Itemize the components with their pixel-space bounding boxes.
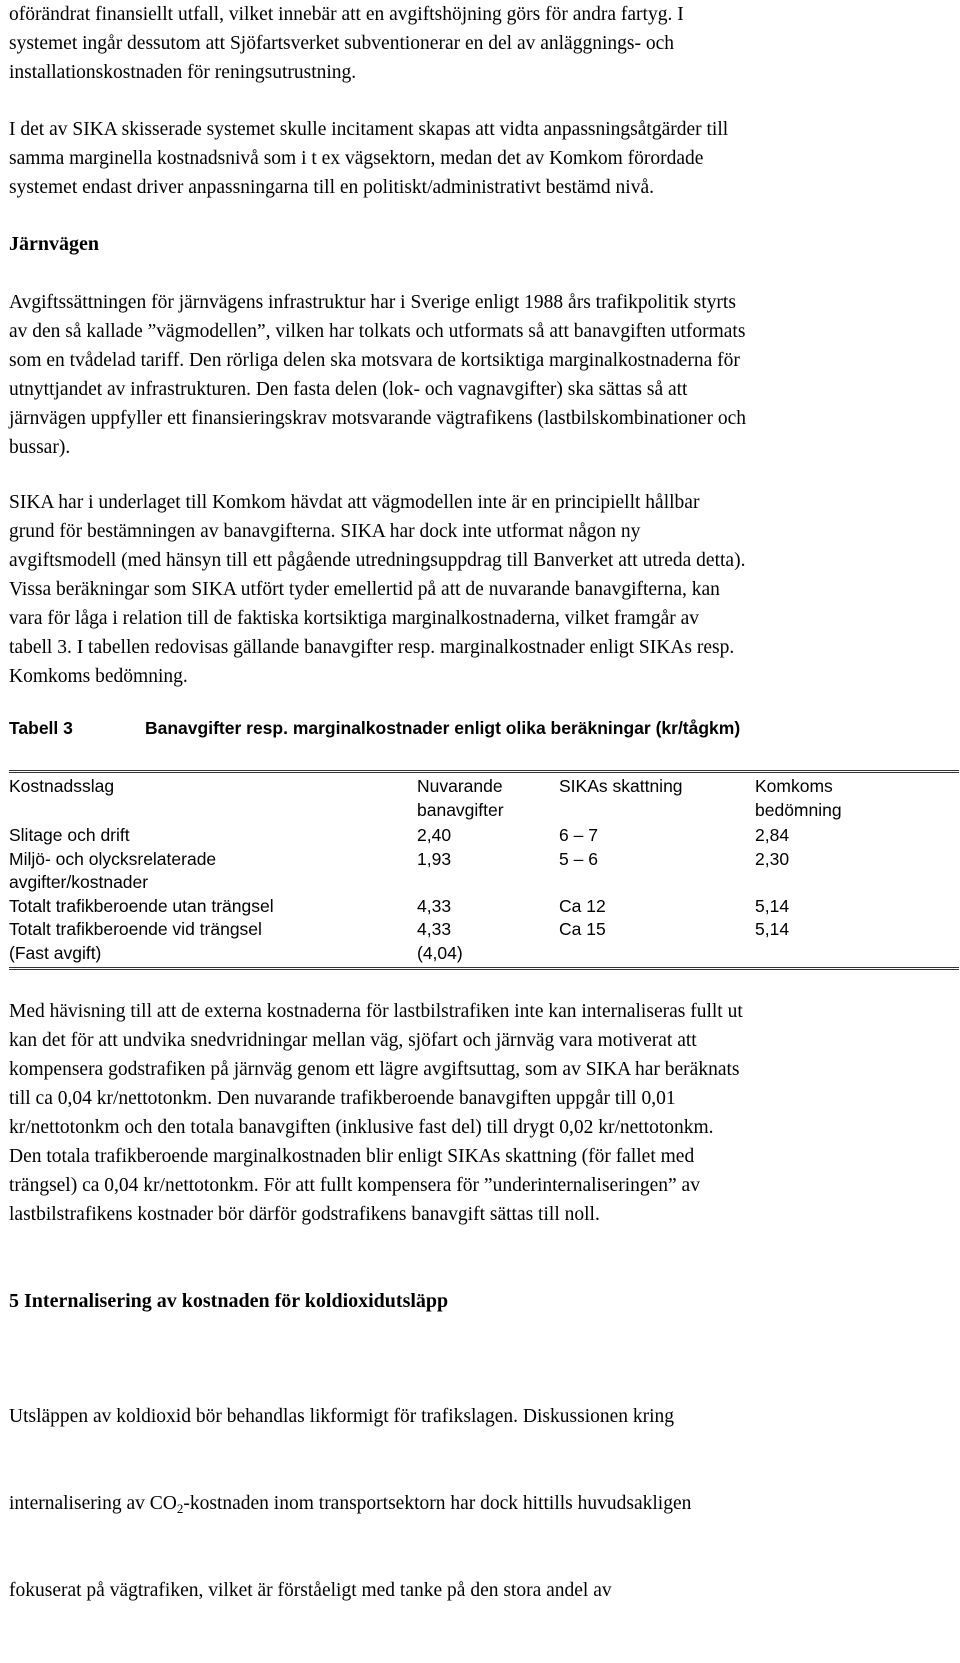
paragraph-line: fokuserat på vägtrafiken, vilket är förståeligt med tanke på den stora andel av bbox=[9, 1580, 612, 1601]
table-cell: 2,40 bbox=[417, 825, 452, 845]
heading-section-5: 5 Internalisering av kostnaden för koldioxidutsläpp bbox=[9, 1290, 449, 1312]
table-cell: 4,33 bbox=[417, 895, 452, 916]
table-header-cell: Nuvarande banavgifter bbox=[417, 776, 504, 820]
table-header-row bbox=[9, 775, 959, 822]
paragraph-sjofart-intro: oförändrat finansiellt utfall, vilket innebär att en avgiftshöjning görs för andra fartyg. I systemet ingår dessutom att Sjöfartsverket subventionerar en del av anläggnings- och installationskostnaden för reningsutrustning. bbox=[9, 4, 684, 83]
table-row bbox=[9, 848, 959, 895]
table-cell: 1,93 bbox=[417, 848, 452, 869]
table-cell: Totalt trafikberoende vid trängsel (Fast avgift) bbox=[9, 919, 262, 963]
paragraph-avgiftssattning: Avgiftssättningen för järnvägens infrastruktur har i Sverige enligt 1988 års trafikpolitik styrts av den så kallade ”vägmodellen”, vilken har tolkats och utformats så att banavgiften utformats som en tvådelad tariff. Den rörliga delen ska motsvara de kortsiktiga marginalkostnaderna för utnyttjandet av infrastrukturen. Den fasta delen (lok- och vagnavgifter) ska sättas så att järnvägen uppfyller ett finansieringskrav motsvarande vägtrafikens (lastbilskombinationer och bussar). bbox=[9, 292, 746, 458]
table-cell: 5,14 bbox=[755, 895, 790, 916]
table-cell: 5 – 6 bbox=[559, 848, 598, 869]
table-row bbox=[9, 824, 959, 848]
table-header-cell: Komkoms bedömning bbox=[755, 776, 842, 820]
subscript: 2 bbox=[176, 1501, 184, 1516]
table-cell: 5,14 bbox=[755, 919, 790, 939]
table-header-cell: Kostnadsslag bbox=[9, 776, 115, 796]
table-row bbox=[9, 895, 959, 919]
table-cell: 4,33 (4,04) bbox=[417, 919, 463, 963]
paragraph-sika-underlag: SIKA har i underlaget till Komkom hävdat att vägmodellen inte är en principiellt hållbar grund för bestämningen av banavgifterna. SIKA har dock inte utformat någon ny avgiftsmodell (med hänsyn till ett pågående utredningsuppdrag till Banverket att utreda detta). Vissa beräkningar som SIKA utfört tyder emellertid på att de nuvarande banavgifterna, kan vara för låga i relation till de faktiska kortsiktiga marginalkostnaderna, vilket framgår av tabell 3. I tabellen redovisas gällande banavgifter resp. marginalkostnader enligt SIKAs resp. Komkoms bedömning. bbox=[9, 492, 746, 687]
table-cell: 6 – 7 bbox=[559, 825, 598, 845]
paragraph-koldioxid bbox=[9, 1344, 691, 1663]
table-cell: Totalt trafikberoende utan trängsel bbox=[9, 895, 274, 916]
banavgifter-table bbox=[9, 770, 959, 970]
table-label: Tabell 3 bbox=[9, 718, 73, 738]
paragraph-line bbox=[9, 1489, 691, 1518]
heading-jarnvagen: Järnvägen bbox=[9, 233, 99, 255]
table-header-cell: SIKAs skattning bbox=[559, 776, 683, 796]
table-cell: 2,30 bbox=[755, 848, 790, 869]
text-run: -kostnaden inom transportsektorn har dock hittills huvudsakligen bbox=[183, 1493, 692, 1514]
table-title: Banavgifter resp. marginalkostnader enligt olika beräkningar (kr/tågkm) bbox=[145, 718, 741, 738]
table-cell: Miljö- och olycksrelaterade avgifter/kostnader bbox=[9, 848, 217, 892]
table-cell: Ca 15 bbox=[559, 919, 606, 939]
paragraph-hanvisning: Med hävisning till att de externa kostnaderna för lastbilstrafiken inte kan internaliseras fullt ut kan det för att undvika snedvridningar mellan väg, sjöfart och järnväg vara motiverat att kompensera godstrafiken på järnväg genom ett lägre avgiftsuttag, som av SIKA har beräknats till ca 0,04 kr/nettotonkm. Den nuvarande trafikberoende banavgiften uppgår till 0,01 kr/nettotonkm och den totala banavgiften (inklusive fast del) till drygt 0,02 kr/nettotonkm. Den totala trafikberoende marginalkostnaden blir enligt SIKAs skattning (för fallet med trängsel) ca 0,04 kr/nettotonkm. För att fullt kompensera för ”underinternaliseringen” av lastbilstrafikens kostnader bör därför godstrafikens banavgift sättas till noll. bbox=[9, 1001, 743, 1225]
paragraph-sika-system: I det av SIKA skisserade systemet skulle incitament skapas att vidta anpassningsåtgärder till samma marginella kostnadsnivå som i t ex vägsektorn, medan det av Komkom förordade systemet endast driver anpassningarna till en politiskt/administrativt bestämd nivå. bbox=[9, 119, 729, 198]
text-run: internalisering av CO bbox=[9, 1493, 177, 1514]
table-cell: 2,84 bbox=[755, 825, 790, 845]
table-cell: Ca 12 bbox=[559, 895, 606, 916]
paragraph-line: Utsläppen av koldioxid bör behandlas likformigt för trafikslagen. Diskussionen kring bbox=[9, 1406, 675, 1427]
table-row bbox=[9, 918, 959, 965]
table-cell: Slitage och drift bbox=[9, 825, 130, 845]
